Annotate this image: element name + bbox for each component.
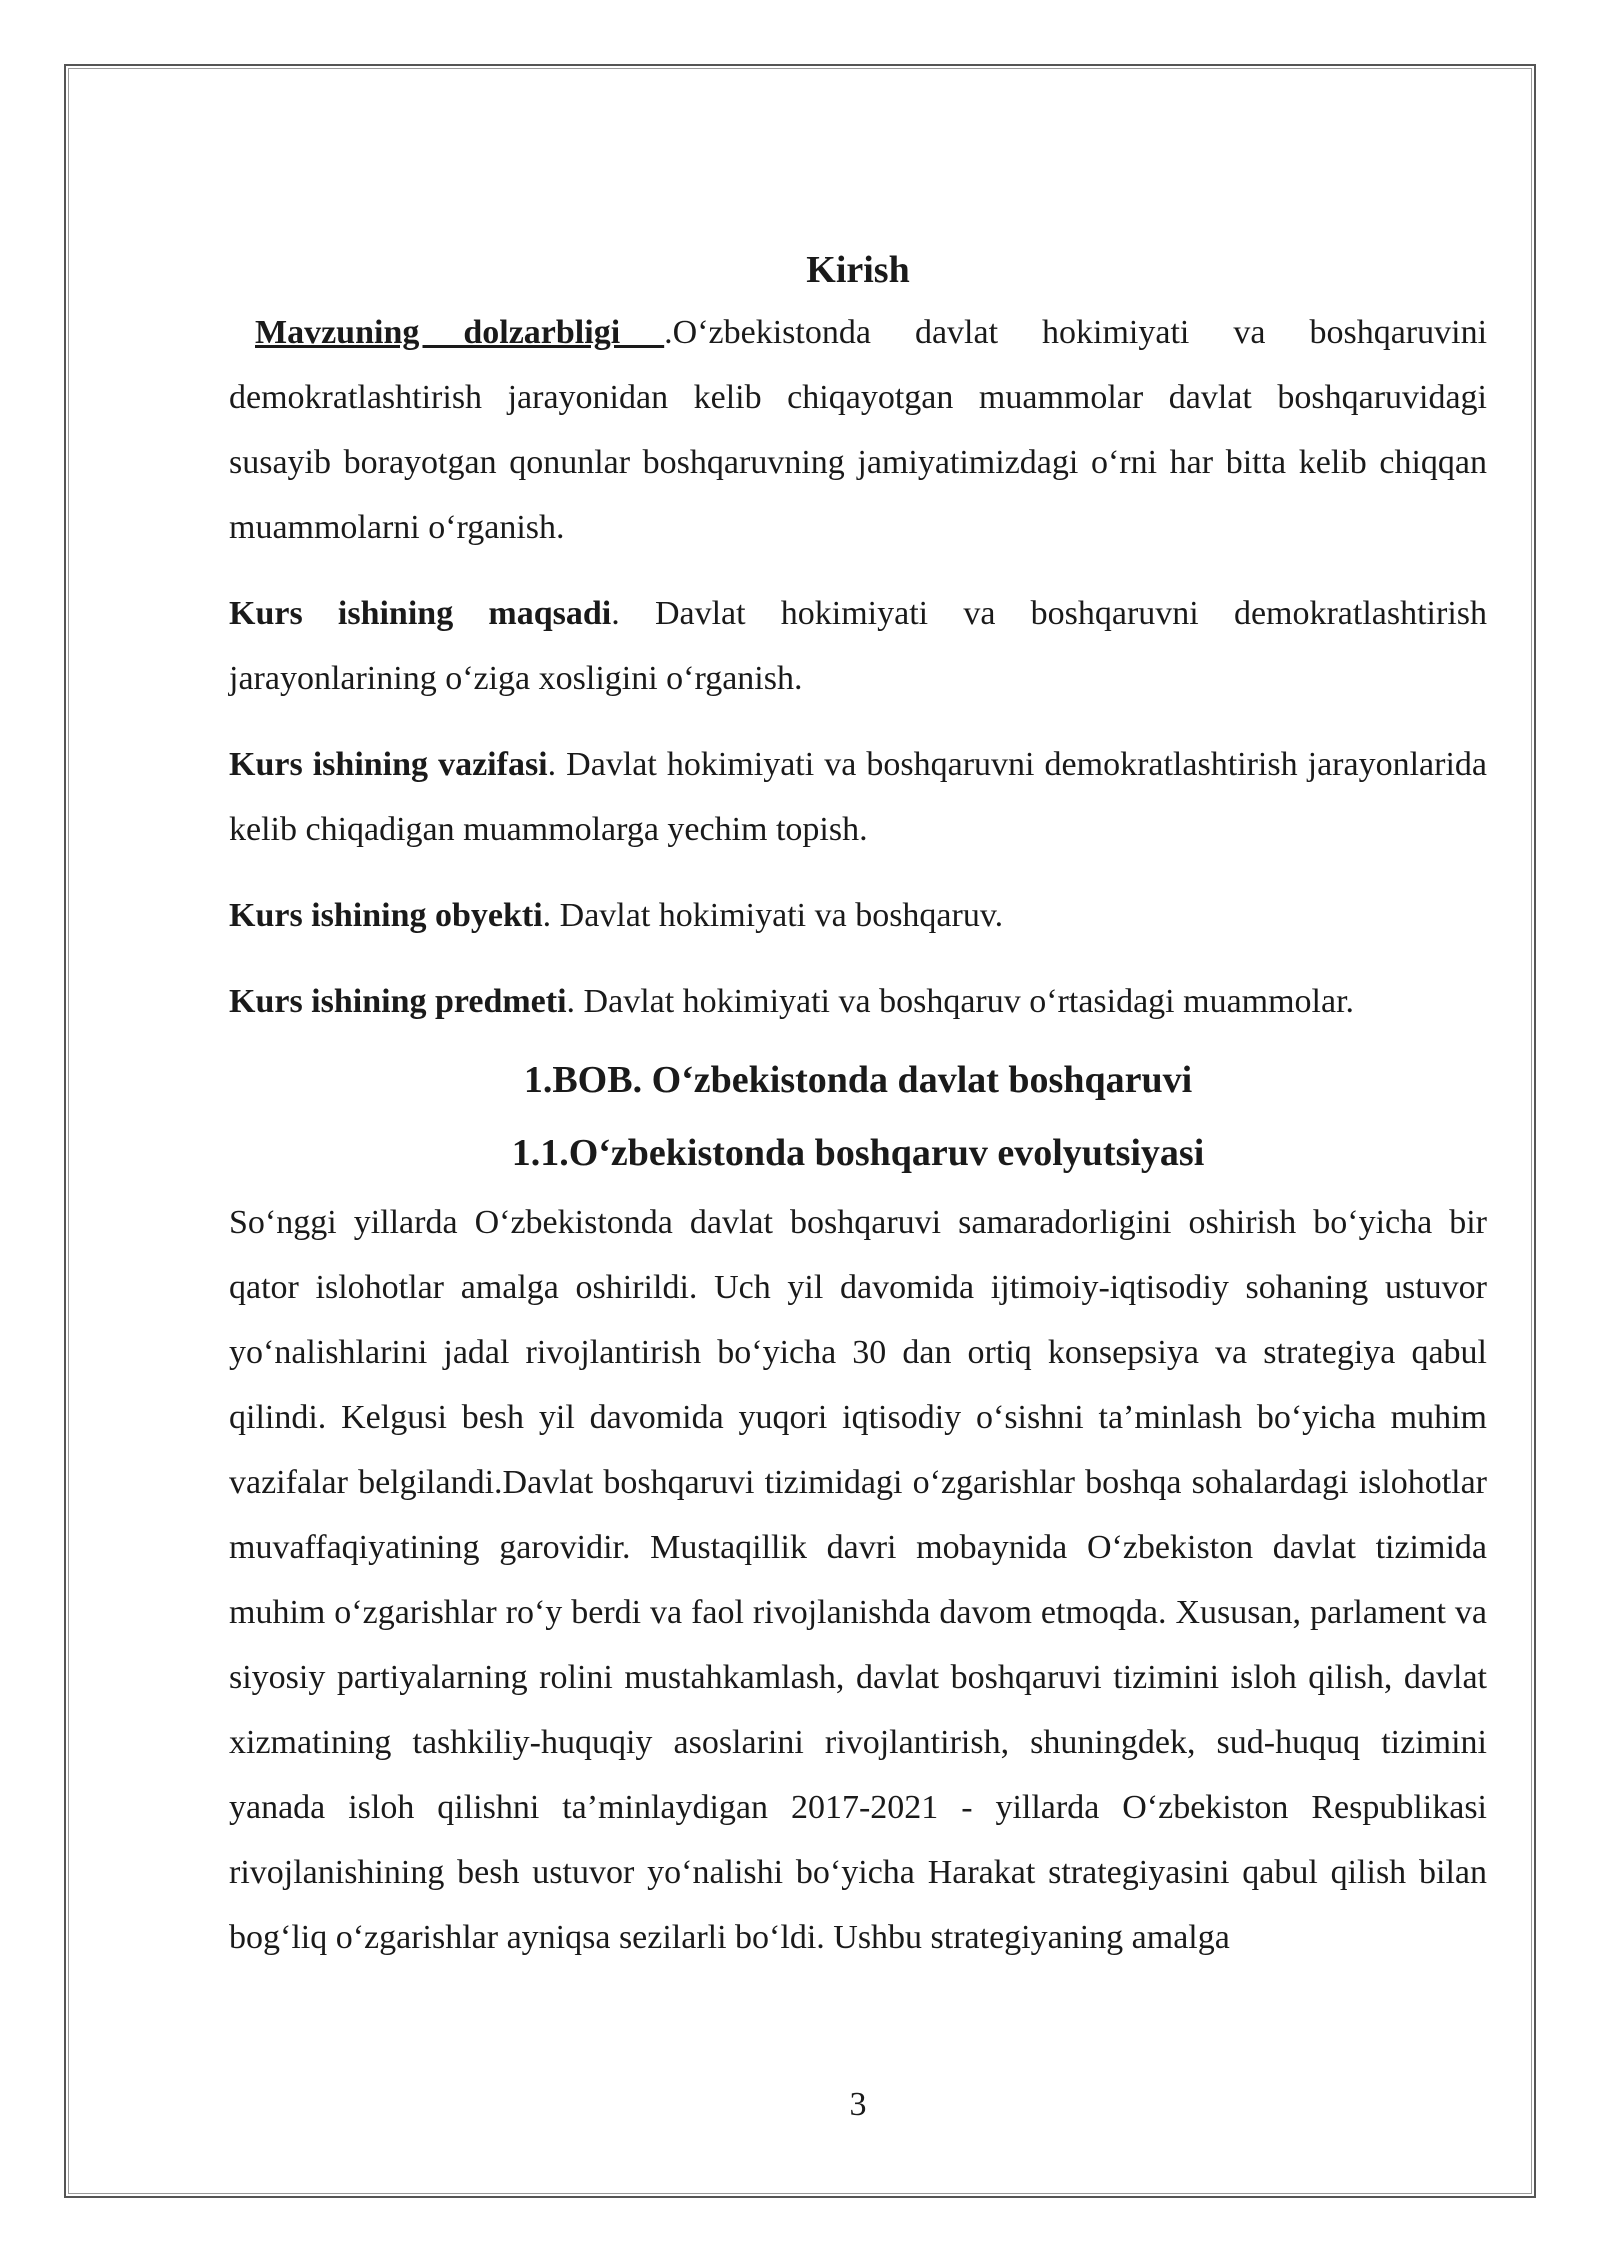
object-label: Kurs ishining obyekti (229, 897, 543, 934)
subject-paragraph (229, 969, 1487, 1034)
page-number: 3 (849, 2086, 867, 2123)
subject-label: Kurs ishining predmeti (229, 983, 567, 1020)
goal-paragraph (229, 581, 1487, 711)
chapter-heading: 1.BOB. O‘zbekistonda davlat boshqaruvi (523, 1059, 1193, 1101)
relevance-paragraph (229, 300, 1487, 560)
relevance-label: Mavzuning dolzarbligi (255, 314, 665, 351)
subject-text: . Davlat hokimiyati va boshqaruv o‘rtasidagi muammolar. (566, 983, 1355, 1020)
goal-text: . Davlat hokimiyati va boshqaruvni demokratlashtirish jarayonlarining o‘ziga xosligini o‘rganish. (229, 595, 1487, 697)
relevance-text: .O‘zbekistonda davlat hokimiyati va boshqaruvini demokratlashtirish jarayonidan kelib chiqayotgan muammolar davlat boshqaruvidagi susayib borayotgan qonunlar boshqaruvning jamiyatimizdagi o‘rni har bitta kelib chiqqan muammolarni o‘rganish. (229, 314, 1488, 546)
tasks-text: . Davlat hokimiyati va boshqaruvni demokratlashtirish jarayonlarida kelib chiqadigan muammolarga yechim topish. (229, 746, 1487, 848)
body-paragraph: So‘nggi yillarda O‘zbekistonda davlat boshqaruvi samaradorligini oshirish bo‘yicha bir qator islohotlar amalga oshirildi. Uch yil davomida ijtimoiy-iqtisodiy sohaning ustuvor yo‘nalishlarini jadal rivojlantirish bo‘yicha 30 dan ortiq konsepsiya va strategiya qabul qilindi. Kelgusi besh yil davomida yuqori iqtisodiy o‘sishni ta’minlash bo‘yicha muhim vazifalar belgilandi.Davlat boshqaruvi tizimidagi o‘zgarishlar boshqa sohalardagi islohotlar muvaffaqiyatining garovidir. Mustaqillik davri mobaynida O‘zbekiston davlat tizimida muhim o‘zgarishlar ro‘y berdi va faol rivojlanishda davom etmoqda. Xususan, parlament va siyosiy partiyalarning rolini mustahkamlash, davlat boshqaruvi tizimini isloh qilish, davlat xizmatining tashkiliy-huquqiy asoslarini rivojlantirish, shuningdek, sud-huquq tizimini yanada isloh qilishni ta’minlaydigan 2017-2021 - yillarda O‘zbekiston Respublikasi rivojlanishining besh ustuvor yo‘nalishi bo‘yicha Harakat strategiyasini qabul qilish bilan bog‘liq o‘zgarishlar ayniqsa sezilarli bo‘ldi. Ushbu strategiyaning amalga (229, 1204, 1487, 1956)
object-text: . Davlat hokimiyati va boshqaruv. (542, 897, 1004, 934)
section-heading: 1.1.O‘zbekistonda boshqaruv evolyutsiyasi (511, 1132, 1205, 1174)
goal-label: Kurs ishining maqsadi (229, 595, 612, 632)
document-content (229, 240, 1487, 1970)
page-title: Kirish (806, 249, 910, 291)
object-paragraph (229, 883, 1487, 948)
tasks-label: Kurs ishining vazifasi (229, 746, 548, 783)
tasks-paragraph (229, 732, 1487, 862)
